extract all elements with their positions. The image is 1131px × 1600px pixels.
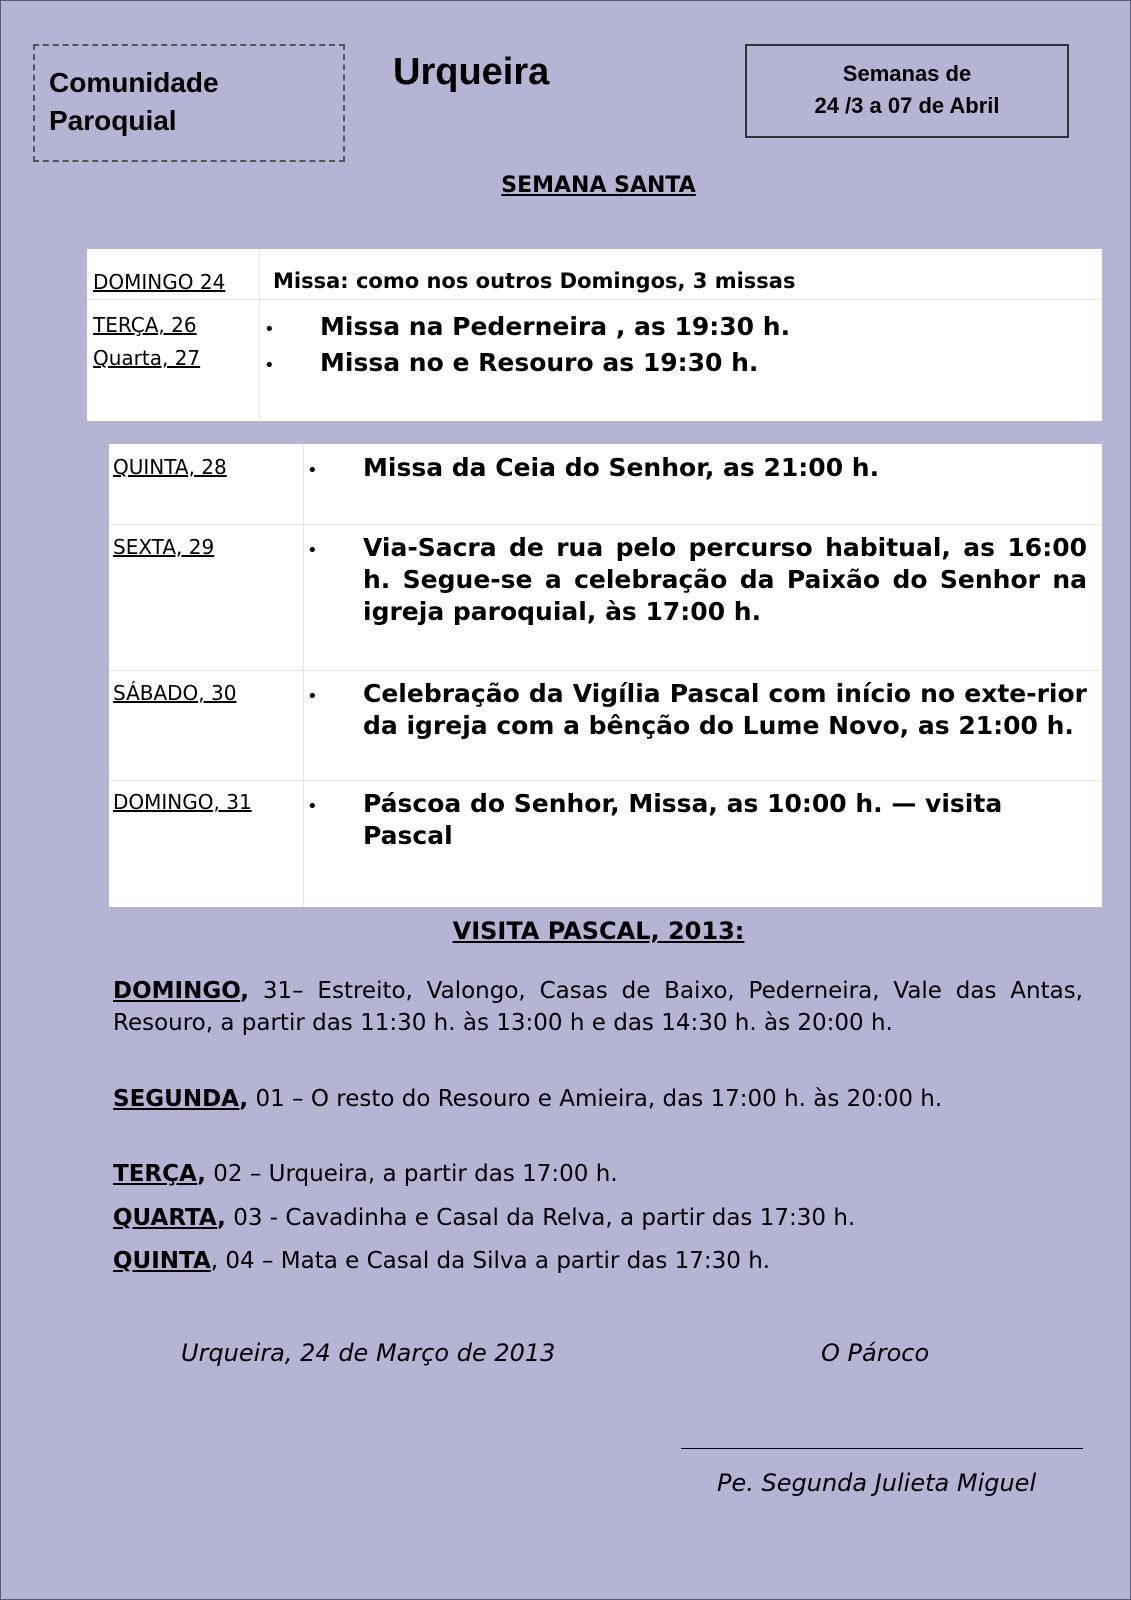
visita-entry: TERÇA, 02 – Urqueira, a partir das 17:00 h. — [113, 1161, 618, 1187]
signatory-name: Pe. Segunda Julieta Miguel — [717, 1469, 1037, 1497]
row-text: Missa na Pederneira , as 19:30 h. — [320, 312, 791, 341]
visita-title: VISITA PASCAL, 2013: — [452, 917, 745, 945]
schedule-table-1 — [87, 249, 1102, 421]
weeks-box — [745, 44, 1069, 138]
weeks-line-1: Semanas de — [842, 61, 972, 86]
bullet-icon: • — [307, 540, 318, 561]
row-text: Via-Sacra de rua pelo percurso habitual, as 16:00 h. Segue-se a celebração da Paixão do Senhor na igreja paroquial, às 17:00 h. — [363, 533, 1087, 626]
day-label: TERÇA, 26 — [93, 313, 197, 337]
visita-entry: QUARTA, 03 - Cavadinha e Casal da Relva, a partir das 17:30 h. — [113, 1205, 856, 1231]
day-label: Quarta, 27 — [93, 346, 201, 370]
row-text: Missa da Ceia do Senhor, as 21:00 h. — [363, 453, 880, 482]
community-line-1: Comunidade — [49, 67, 219, 98]
day-label: DOMINGO, 31 — [113, 790, 252, 814]
place-date: Urqueira, 24 de Março de 2013 — [181, 1339, 556, 1367]
row-text: Missa no e Resouro as 19:30 h. — [320, 348, 759, 377]
visita-entry: SEGUNDA, 01 – O resto do Resouro e Amieira, das 17:00 h. às 20:00 h. — [113, 1086, 943, 1112]
community-line-2: Paroquial — [49, 105, 177, 136]
schedule-table-2 — [109, 444, 1102, 907]
bullet-icon: • — [307, 796, 318, 817]
section-title: SEMANA SANTA — [501, 173, 696, 198]
day-label: SEXTA, 29 — [113, 535, 215, 559]
bullet-icon: • — [264, 319, 275, 340]
bullet-icon: • — [307, 460, 318, 481]
page-title: Urqueira — [393, 51, 550, 93]
signature-line — [681, 1448, 1083, 1449]
row-text: Páscoa do Senhor, Missa, as 10:00 h. — visita Pascal — [363, 789, 1003, 850]
weeks-line-2: 24 /3 a 07 de Abril — [814, 93, 1000, 118]
row-text: Missa: como nos outros Domingos, 3 missas — [273, 269, 796, 293]
visita-entry: DOMINGO, 31– Estreito, Valongo, Casas de Baixo, Pederneira, Vale das Antas, Resouro, a partir das 11:30 h. às 13:00 h e das 14:30 h. às 20:00 h. — [113, 978, 1083, 1036]
bullet-icon: • — [307, 686, 318, 707]
signatory-role: O Pároco — [821, 1339, 930, 1367]
day-label: SÁBADO, 30 — [113, 681, 237, 705]
row-text: Celebração da Vigília Pascal com início no exte-rior da igreja com a bênção do Lume Novo, as 21:00 h. — [363, 679, 1087, 740]
visita-entry: QUINTA, 04 – Mata e Casal da Silva a partir das 17:30 h. — [113, 1248, 771, 1274]
day-label: DOMINGO 24 — [93, 270, 226, 294]
bullet-icon: • — [264, 355, 275, 376]
day-label: QUINTA, 28 — [113, 455, 227, 479]
community-box — [33, 44, 345, 162]
